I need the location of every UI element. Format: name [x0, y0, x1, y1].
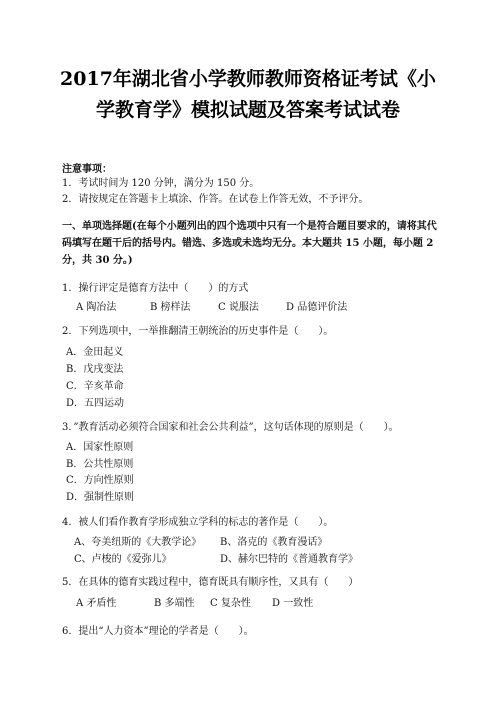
- option-b: B．戊戌变法: [66, 364, 124, 375]
- question-stem-5: 5．在具体的德育实践过程中，德育既具有顺序性，又具有（ ）: [62, 577, 359, 588]
- option-a: A 矛盾性: [76, 598, 117, 609]
- option-a: A．金田起义: [66, 347, 124, 358]
- option-d: D、赫尔巴特的《普通教育学》: [220, 554, 359, 565]
- question-stem-6: 6．提出“人力资本”理论的学者是（ ）。: [62, 626, 254, 637]
- option-c: C 复杂性: [210, 598, 251, 609]
- option-b: B、洛克的《教育漫话》: [220, 537, 328, 548]
- option-b: B 榜样法: [150, 302, 191, 313]
- option-d: D 一致性: [272, 598, 314, 609]
- option-d: D．五四运动: [66, 398, 125, 409]
- option-c: C．辛亥革命: [66, 381, 124, 392]
- title-line-2: 学教育学》模拟试题及答案考试试卷: [95, 99, 400, 121]
- title-line-1: 2017年湖北省小学教师教师资格证考试《小: [60, 68, 436, 90]
- option-a: A．国家性原则: [66, 442, 134, 453]
- option-b: B．公共性原则: [66, 459, 134, 470]
- notice-item-1: 1．考试时间为 120 分钟，满分为 150 分。: [62, 178, 260, 189]
- option-c: C、卢梭的《爱弥儿》: [74, 554, 172, 565]
- notice-heading: 注意事项：: [62, 164, 112, 175]
- document-title: [60, 64, 436, 126]
- option-d: D 品德评价法: [286, 302, 348, 313]
- option-a: A 陶冶法: [76, 302, 117, 313]
- option-a: A、夸美纽斯的《大教学论》: [74, 537, 202, 548]
- option-c: C 说服法: [218, 302, 259, 313]
- notice-item-2: 2．请按规定在答题卡上填涂、作答。在试卷上作答无效，不予评分。: [62, 194, 369, 205]
- option-c: C．方向性原则: [66, 475, 134, 486]
- question-stem-2: 2．下列选项中，一举推翻清王朝统治的历史事件是（ ）。: [62, 326, 334, 337]
- section-instructions: 一、单项选择题(在每个小题列出的四个选项中只有一个是符合题目要求的，请将其代码填写在题干后的括号内。错选、多选或未选均无分。本大题共 15 小题，每小题 2 分，共 30 分。): [62, 221, 437, 266]
- option-b: B 多端性: [154, 598, 195, 609]
- question-stem-1: 1．操行评定是德育方法中（ ）的方式: [62, 283, 249, 294]
- question-stem-3: 3．”教育活动必须符合国家和社会公共利益”，这句话体现的原则是（ ）。: [62, 422, 399, 433]
- option-d: D．强制性原则: [66, 492, 135, 503]
- question-stem-4: 4．被人们看作教育学形成独立学科的标志的著作是（ ）。: [62, 517, 334, 528]
